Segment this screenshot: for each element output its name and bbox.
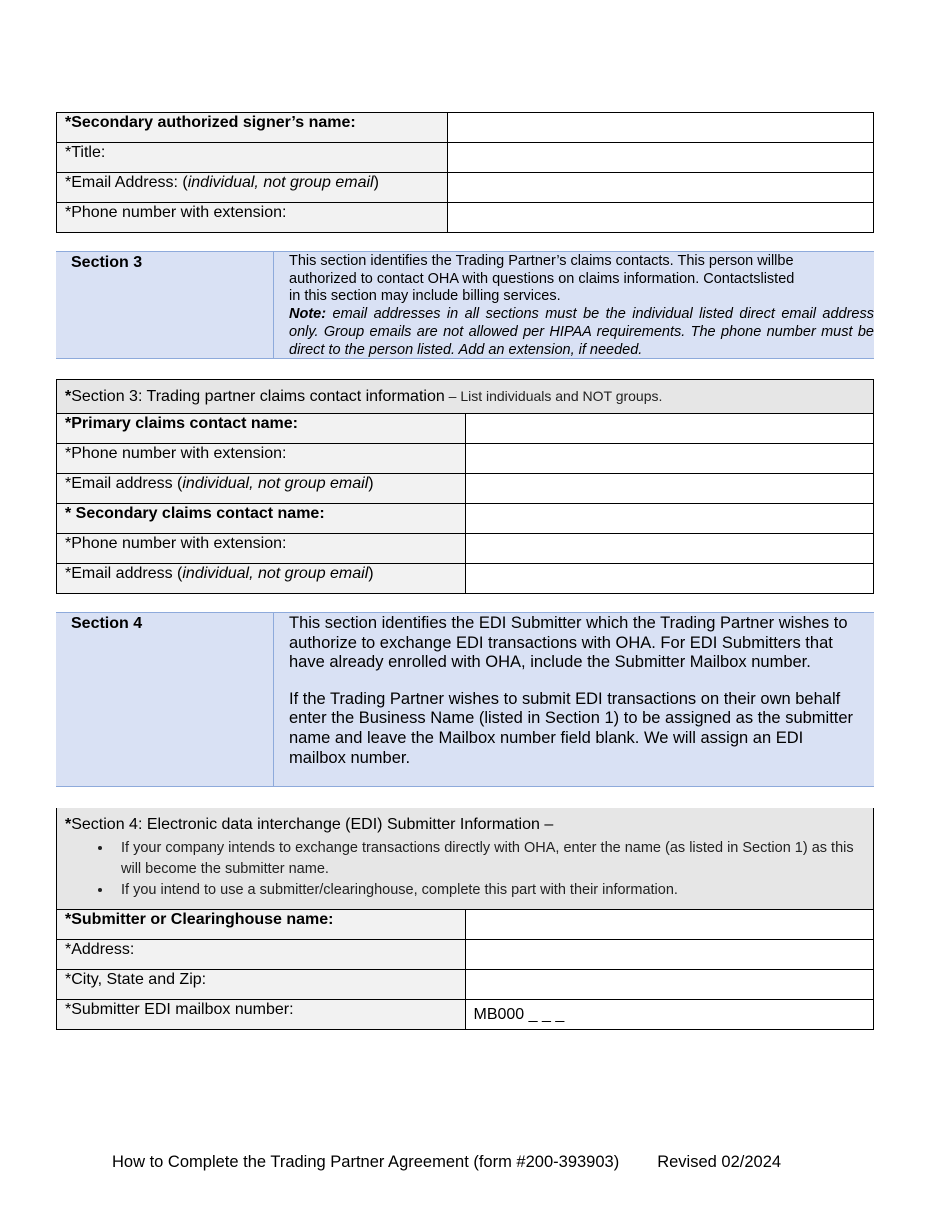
list-item: • If you intend to use a submitter/clearinghouse, complete this part with their information.: [113, 880, 873, 901]
city-state-zip-label: *City, State and Zip:: [57, 969, 466, 999]
edi-submitter-table: [56, 808, 874, 1030]
secondary-signer-title-field[interactable]: [448, 143, 874, 173]
secondary-claims-email-field[interactable]: [465, 564, 874, 594]
secondary-signer-name-label: *Secondary authorized signer’s name:: [57, 113, 448, 143]
secondary-signer-phone-label: *Phone number with extension:: [57, 203, 448, 233]
secondary-signer-phone-field[interactable]: [448, 203, 874, 233]
secondary-signer-email-label: *Email Address: (individual, not group email): [57, 173, 448, 203]
secondary-signer-table: [56, 112, 874, 233]
secondary-claims-phone-label: *Phone number with extension:: [57, 534, 466, 564]
mailbox-number-value: MB000 _ _ _: [473, 1005, 565, 1023]
mailbox-number-label: *Submitter EDI mailbox number:: [57, 999, 466, 1029]
divider: [273, 613, 274, 786]
secondary-signer-name-field[interactable]: [448, 113, 874, 143]
primary-claims-phone-label: *Phone number with extension:: [57, 444, 466, 474]
list-item: • If your company intends to exchange transactions directly with OHA, enter the name (as listed in Section 1) as this will become the submitter name.: [113, 838, 873, 880]
divider: [273, 252, 274, 358]
claims-contact-table: [56, 379, 874, 594]
section-3-note: Note: email addresses in all sections must be the individual listed direct email address only. Group emails are not allowed per HIPAA requirements. The phone number must be direct to the person listed. Add an extension, if needed.: [289, 306, 874, 358]
submitter-name-label: *Submitter or Clearinghouse name:: [57, 909, 466, 939]
section-3-description: This section identifies the Trading Partner’s claims contacts. This person willbe authorized to contact OHA with questions on claims information. Contactslisted in this section may include billing services. Note: email addresses in all sections must be the individual listed direct email address only. Group emails are not allowed per HIPAA requirements. The phone number must be direct to the person listed. Add an extension, if needed.: [289, 253, 874, 358]
primary-claims-email-field[interactable]: [465, 474, 874, 504]
page-footer: [112, 1153, 781, 1172]
secondary-claims-email-label: *Email address (individual, not group email): [57, 564, 466, 594]
primary-claims-name-field[interactable]: [465, 414, 874, 444]
secondary-signer-email-field[interactable]: [448, 173, 874, 203]
section-4-title: Section 4: [71, 615, 143, 632]
primary-claims-name-label: *Primary claims contact name:: [57, 414, 466, 444]
section-4-bullets: [65, 838, 873, 901]
footer-revised: Revised 02/2024: [657, 1153, 782, 1171]
section-3-title: Section 3: [71, 254, 143, 271]
primary-claims-phone-field[interactable]: [465, 444, 874, 474]
secondary-claims-name-field[interactable]: [465, 504, 874, 534]
section-4-table-header: *Section 4: Electronic data interchange (EDI) Submitter Information – • If your company intends to exchange transactions directly with OHA, enter the name (as listed in Section 1) as this will become the submitter name. • If you intend to use a submitter/clearinghouse, complete this part with their information.: [57, 808, 874, 909]
secondary-signer-title-label: *Title:: [57, 143, 448, 173]
primary-claims-email-label: *Email address (individual, not group email): [57, 474, 466, 504]
section-4-instructions: [56, 612, 874, 787]
footer-title: How to Complete the Trading Partner Agreement (form #200-393903): [112, 1153, 620, 1171]
section-3-instructions: [56, 251, 874, 359]
mailbox-number-field[interactable]: [465, 999, 874, 1029]
section-4-description: This section identifies the EDI Submitter which the Trading Partner wishes to authorize to exchange EDI transactions with OHA. For EDI Submitters that have already enrolled with OHA, include the Submitter Mailbox number. If the Trading Partner wishes to submit EDI transactions on their own behalf enter the Business Name (listed in Section 1) to be assigned as the submitter name and leave the Mailbox number field blank. We will assign an EDI mailbox number.: [289, 614, 854, 767]
secondary-claims-phone-field[interactable]: [465, 534, 874, 564]
submitter-name-field[interactable]: [465, 909, 874, 939]
city-state-zip-field[interactable]: [465, 969, 874, 999]
address-field[interactable]: [465, 939, 874, 969]
section-3-table-header: *Section 3: Trading partner claims contact information – List individuals and NOT groups.: [57, 380, 874, 414]
secondary-claims-name-label: * Secondary claims contact name:: [57, 504, 466, 534]
address-label: *Address:: [57, 939, 466, 969]
